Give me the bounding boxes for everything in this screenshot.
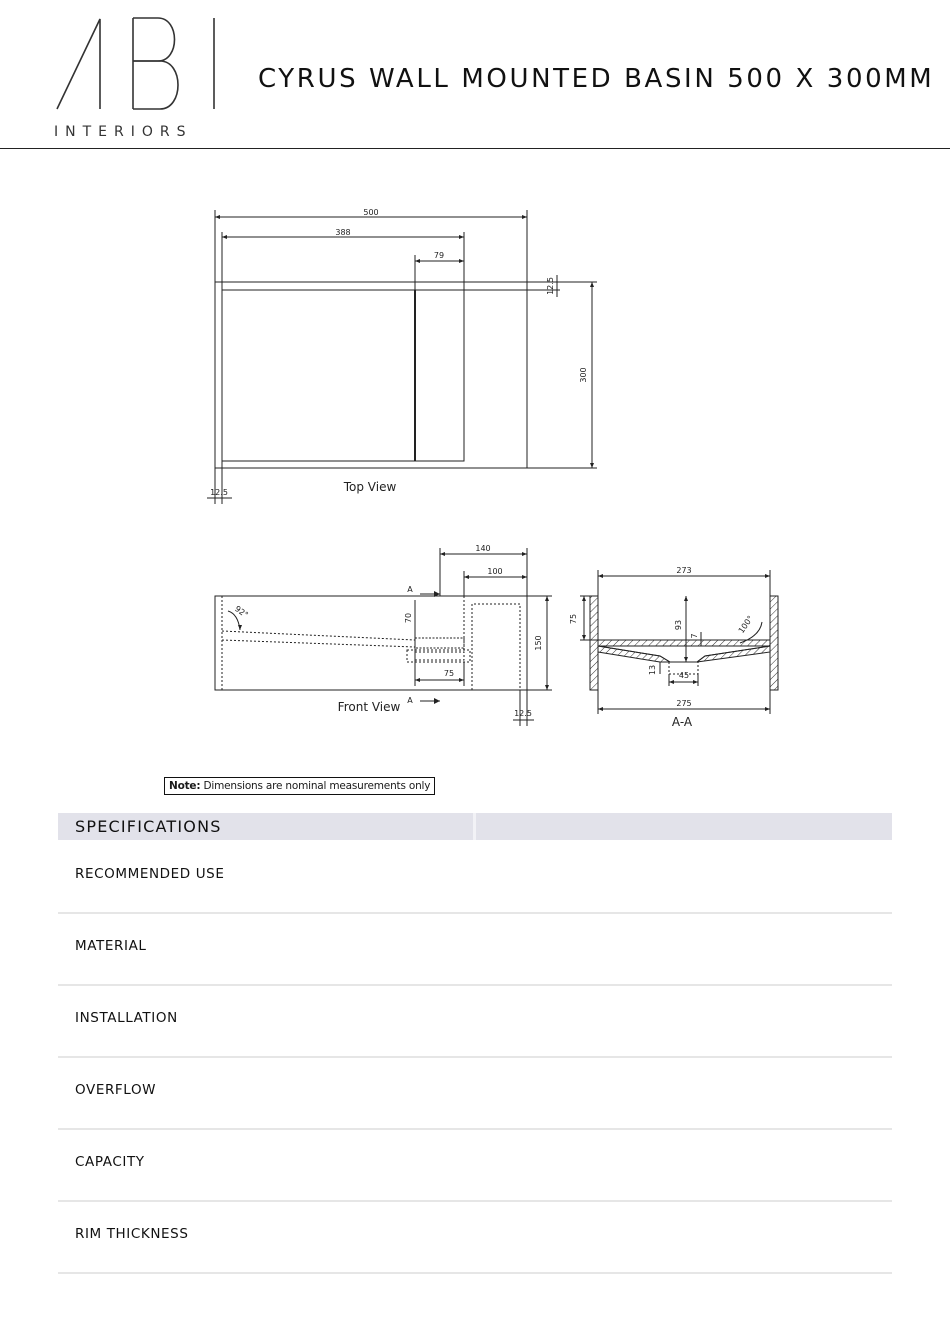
dim-top-79: 79 [433, 251, 445, 260]
specifications-title: SPECIFICATIONS [75, 817, 222, 836]
spec-row-overflow [58, 1056, 892, 1130]
section-aa-label: A-A [671, 715, 693, 729]
dimensions-note [164, 777, 435, 795]
dim-front-70: 70 [404, 612, 413, 624]
header-separator [473, 813, 476, 840]
spec-label: INSTALLATION [75, 1010, 178, 1026]
page-title: CYRUS WALL MOUNTED BASIN 500 X 300MM [258, 64, 935, 94]
dim-front-angle: 92° [233, 604, 250, 620]
dim-top-12-5-right: 12.5 [546, 277, 555, 295]
header-divider [0, 148, 950, 149]
spec-label: RECOMMENDED USE [75, 866, 225, 882]
section-marker-bottom: A [407, 696, 413, 705]
specifications-header [58, 813, 892, 840]
spec-row-capacity [58, 1128, 892, 1202]
dim-aa-100deg: 100° [736, 614, 756, 636]
spec-row-recommended-use [58, 840, 892, 914]
top-view-label: Top View [343, 480, 397, 494]
dim-front-12-5: 12.5 [514, 709, 532, 718]
section-marker-top: A [407, 585, 413, 594]
dim-top-500: 500 [363, 208, 379, 217]
dim-top-300: 300 [579, 367, 588, 383]
dim-front-150: 150 [534, 635, 543, 651]
dim-aa-75: 75 [569, 613, 578, 625]
spec-label: CAPACITY [75, 1154, 145, 1170]
spec-label: RIM THICKNESS [75, 1226, 189, 1242]
dim-aa-7: 7 [690, 633, 699, 639]
logo-text: ABI [50, 15, 52, 16]
spec-row-rim-thickness [58, 1200, 892, 1274]
dim-front-140: 140 [475, 544, 491, 553]
dim-aa-275: 275 [676, 699, 692, 708]
dim-aa-45: 45 [678, 671, 690, 680]
section-aa-drawing [580, 570, 778, 714]
note-bold: Note: [169, 780, 201, 792]
dim-aa-93: 93 [674, 619, 683, 631]
logo-wordmark: INTERIORS [54, 124, 193, 140]
note-text: Dimensions are nominal measurements only [200, 780, 431, 792]
spec-label: MATERIAL [75, 938, 147, 954]
dim-aa-273: 273 [676, 566, 692, 575]
spec-label: OVERFLOW [75, 1082, 157, 1098]
dim-top-388: 388 [335, 228, 351, 237]
top-view-drawing [207, 210, 597, 504]
spec-row-installation [58, 984, 892, 1058]
dim-top-12-5-left: 12.5 [210, 488, 228, 497]
dim-aa-13: 13 [648, 664, 657, 676]
front-view-label: Front View [337, 700, 401, 714]
technical-drawings [0, 150, 950, 740]
spec-row-material [58, 912, 892, 986]
dim-front-75: 75 [443, 669, 455, 678]
dim-front-100: 100 [487, 567, 503, 576]
